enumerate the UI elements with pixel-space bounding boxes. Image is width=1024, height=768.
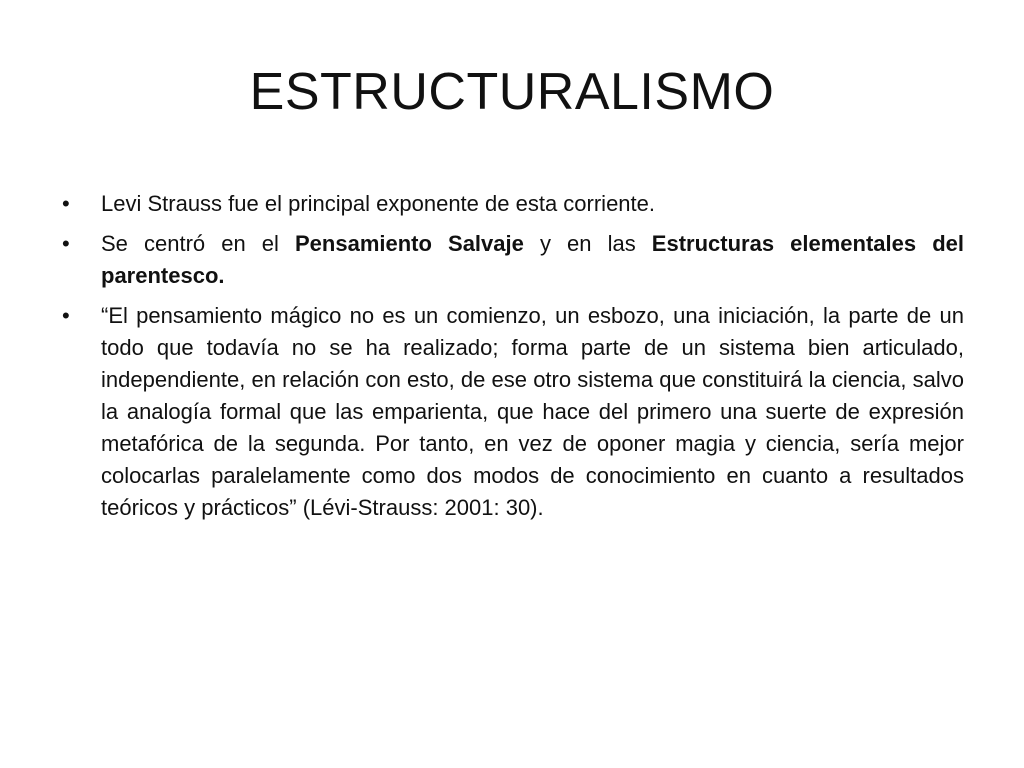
bullet-item-3 [62,300,964,524]
bullet-icon: • [62,191,70,216]
bullet-item-2 [62,228,964,292]
slide-title: ESTRUCTURALISMO [249,63,775,121]
bullet-icon: • [62,231,70,256]
bullet-text-2-part-1: Se centró en el [101,231,295,256]
bullet-item-1 [62,188,964,220]
bullet-icon: • [62,303,70,328]
bullet-list [62,188,964,532]
bullet-text-2-bold-2: Estructuras elementales del parentesco. [101,231,964,288]
bullet-text-3-quote: “El pensamiento mágico no es un comienzo, un esbozo, una iniciación, la parte de un todo que todavía no se ha realizado; forma parte de un sistema bien articulado, independiente, en relación con esto, de ese otro sistema que constituirá la ciencia, salvo la analogía formal que las emparienta, que hace del primero una suerte de expresión metafórica de la segunda. Por tanto, en vez de oponer magia y ciencia, sería mejor colocarlas paralelamente como dos modos de conocimiento en cuanto a resultados teóricos y prácticos” (Lévi-Strauss: 2001: 30). [101,303,964,520]
bullet-text-2-bold-1: Pensamiento Salvaje [295,231,524,256]
bullet-text-2-part-2: y en las [523,231,652,256]
bullet-text-1: Levi Strauss fue el principal exponente de esta corriente. [101,191,655,216]
